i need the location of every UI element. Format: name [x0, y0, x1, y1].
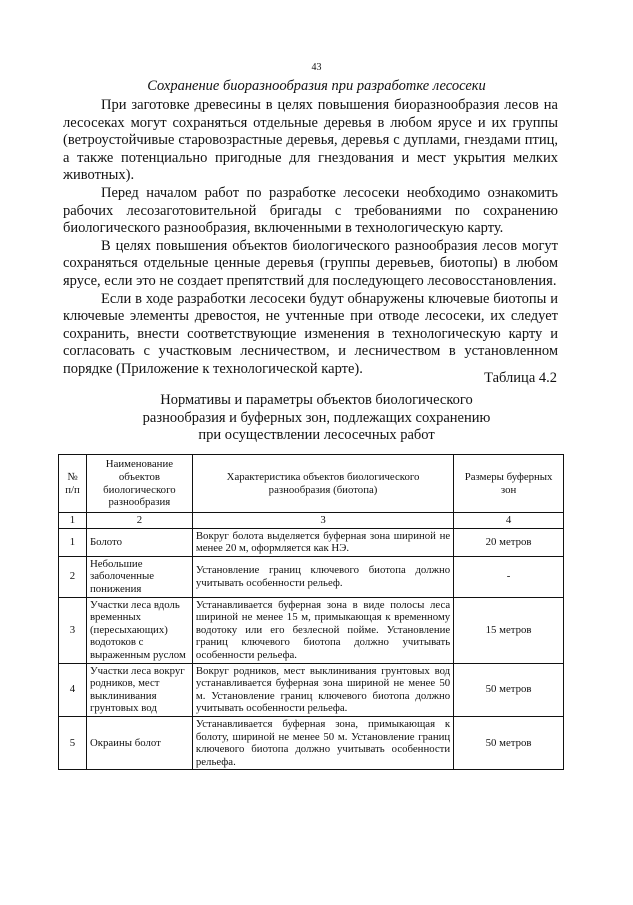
table-index-row: [59, 513, 564, 529]
row-name: Участки леса вокруг родников, мест выклинивания грунтовых вод: [86, 663, 192, 716]
paragraph: Если в ходе разработки лесосеки будут обнаружены ключевые биотопы и ключевые элементы древостоя, не учтенные при отводе лесосеки, их следует сохранить, внести соответствующие изменения в технологическую карту и согласовать с участковым лесничеством, и лесничеством в установленном порядке (Приложение к технологической карте).: [63, 290, 558, 377]
table-label: Таблица 4.2: [484, 370, 557, 386]
row-name: Небольшие заболоченные понижения: [86, 556, 192, 597]
row-desc: Устанавливается буферная зона, примыкающая к болоту, шириной не менее 50 м. Установление границ ключевого биотопа должно учитывать особенности рельефа.: [192, 716, 453, 769]
row-desc: Устанавливается буферная зона в виде полосы леса шириной не менее 15 м, примыкающая к временному водотоку или его безлесной пойме. Установление границ ключевого биотопа должно учитывать особенности рельефа.: [192, 597, 453, 663]
row-size: -: [454, 556, 564, 597]
table-title-line: Нормативы и параметры объектов биологического: [160, 392, 473, 408]
table-row: [59, 597, 564, 663]
body-text: [63, 97, 558, 379]
norms-table: [58, 454, 564, 770]
header-desc: Характеристика объектов биологического разнообразия (биотопа): [192, 455, 453, 513]
index-cell: 4: [454, 513, 564, 529]
row-size: 15 метров: [454, 597, 564, 663]
table-title: [0, 392, 633, 445]
paragraph: При заготовке древесины в целях повышения биоразнообразия лесов на лесосеках могут сохраняться отдельные деревья в любом ярусе и их группы (ветроустойчивые старовозрастные деревья, деревья с дуплами, гнездами птиц, а также потенциально пригодные для гнездования и мест укрытия мелких животных).: [63, 97, 558, 184]
row-num: 4: [59, 663, 87, 716]
table-title-line: при осуществлении лесосечных работ: [198, 427, 435, 444]
header-size: Размеры буферных зон: [454, 455, 564, 513]
header-num: № п/п: [59, 455, 87, 513]
table-header-row: [59, 455, 564, 513]
paragraph: В целях повышения объектов биологического разнообразия лесов могут сохраняться отдельные ценные деревья (группы деревьев, биотопы) в любом ярусе, если это не создает препятствий для последующего лесовосстановления.: [63, 237, 558, 289]
header-name: Наименование объектов биологического разнообразия: [86, 455, 192, 513]
row-name: Окраины болот: [86, 716, 192, 769]
paragraph: Перед началом работ по разработке лесосеки необходимо ознакомить рабочих лесозаготовительной бригады с требованиями по сохранению биологического разнообразия, включенными в технологическую карту.: [63, 184, 558, 237]
page-number: 43: [311, 62, 322, 73]
row-size: 50 метров: [454, 716, 564, 769]
row-num: 2: [59, 556, 87, 597]
table-row: [59, 528, 564, 556]
row-desc: Вокруг болота выделяется буферная зона шириной не менее 20 м, оформляется как НЭ.: [192, 528, 453, 556]
row-size: 20 метров: [454, 528, 564, 556]
row-size: 50 метров: [454, 663, 564, 716]
row-num: 5: [59, 716, 87, 769]
index-cell: 2: [86, 513, 192, 529]
row-name: Болото: [86, 528, 192, 556]
row-name: Участки леса вдоль временных (пересыхающих) водотоков с выраженным руслом: [86, 597, 192, 663]
row-num: 1: [59, 528, 87, 556]
row-desc: Вокруг родников, мест выклинивания грунтовых вод устанавливается буферная зона шириной не менее 50 м. Установление границ ключевого биотопа должно учитывать особенности рельефа.: [192, 663, 453, 716]
table-row: [59, 663, 564, 716]
section-title: Сохранение биоразнообразия при разработке лесосеки: [147, 78, 486, 94]
table-title-line: разнообразия и буферных зон, подлежащих сохранению: [142, 409, 491, 426]
row-num: 3: [59, 597, 87, 663]
table-row: [59, 716, 564, 769]
table-row: [59, 556, 564, 597]
index-cell: 3: [192, 513, 453, 529]
index-cell: 1: [59, 513, 87, 529]
row-desc: Установление границ ключевого биотопа должно учитывать особенности рельеф.: [192, 556, 453, 597]
